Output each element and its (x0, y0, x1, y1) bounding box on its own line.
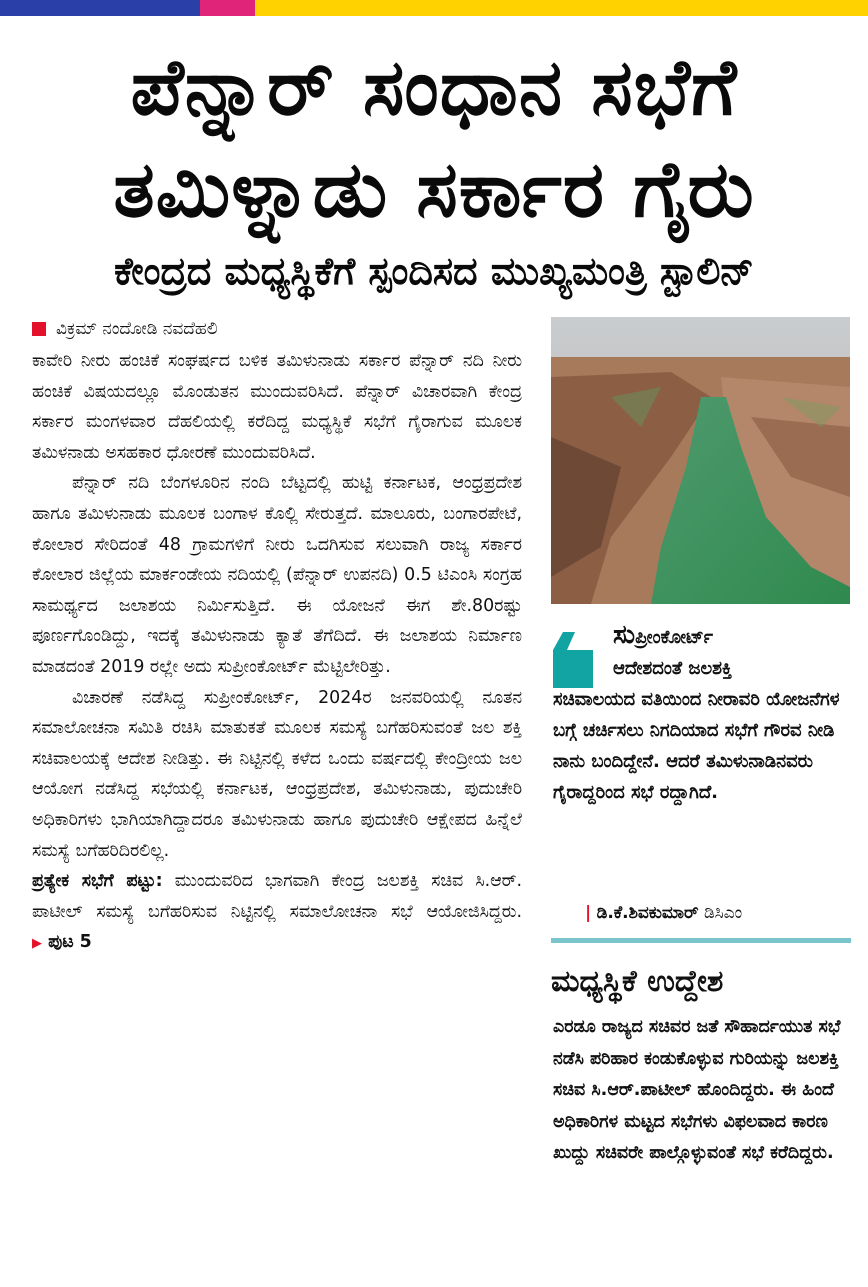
paragraph-3: ವಿಚಾರಣೆ ನಡೆಸಿದ್ದ ಸುಪ್ರೀಂಕೋರ್ಟ್, 2024ರ ಜನವರಿಯಲ್ಲಿ ನೂತನ ಸಮಾಲೋಚನಾ ಸಮಿತಿ ರಚಿಸಿ ಮಾತುಕತೆ ಮೂಲಕ ಸಮಸ್ಯೆ ಬಗೆಹರಿಸುವಂತೆ ಜಲ ಶಕ್ತಿ ಸಚಿವಾಲಯಕ್ಕೆ ಆದೇಶ ನೀಡಿತ್ತು. ಈ ನಿಟ್ಟಿನಲ್ಲಿ ಕಳೆದ ಒಂದು ವರ್ಷದಲ್ಲಿ ಕೇಂದ್ರೀಯ ಜಲ ಆಯೋಗ ನಡೆಸಿದ್ದ ಸಭೆಯಲ್ಲಿ ಕರ್ನಾಟಕ, ಆಂಧ್ರಪ್ರದೇಶ, ತಮಿಳುನಾಡು, ಪುದುಚೇರಿ ಅಧಿಕಾರಿಗಳು ಭಾಗಿಯಾಗಿದ್ದಾದರೂ ತಮಿಳುನಾಡು ಹಾಗೂ ಪುದುಚೇರಿ ಆಕ್ಷೇಪದ ಹಿನ್ನೆಲೆ ಸಮಸ್ಯೆ ಬಗೆಹರಿದಿರಲಿಲ್ಲ. (32, 687, 522, 861)
sidebar-text: ಎರಡೂ ರಾಜ್ಯದ ಸಚಿವರ ಜತೆ ಸೌಹಾರ್ದಯುತ ಸಭೆ ನಡೆಸಿ ಪರಿಹಾರ ಕಂಡುಕೊಳ್ಳುವ ಗುರಿಯನ್ನು ಜಲಶಕ್ತಿ ಸಚಿವ ಸಿ.ಆರ್.ಪಾಟೀಲ್ ಹೊಂದಿದ್ದರು. ಈ ಹಿಂದೆ ಅಧಿಕಾರಿಗಳ ಮಟ್ಟದ ಸಭೆಗಳು ವಿಫಲವಾದ ಕಾರಣ ಖುದ್ದು ಸಚಿವರೇ ಪಾಲ್ಗೊಳ್ಳುವಂತೆ ಸಭೆ ಕರೆದಿದ್ದರು. (553, 1017, 841, 1163)
pull-quote-first-line (553, 620, 853, 653)
attribution-bar-icon: | (585, 903, 592, 923)
subheading: ಕೇಂದ್ರದ ಮಧ್ಯಸ್ಥಿಕೆಗೆ ಸ್ಪಂದಿಸದ ಮುಖ್ಯಮಂತ್ರಿ ಸ್ಟಾಲಿನ್ (114, 249, 754, 293)
play-icon: ▶ (32, 936, 42, 952)
color-strip-blue (0, 0, 200, 16)
byline-marker-icon (32, 322, 46, 336)
pull-quote-rest: ಸಚಿವಾಲಯದ ವತಿಯಿಂದ ನೀರಾವರಿ ಯೋಜನೆಗಳ ಬಗ್ಗೆ ಚರ್ಚಿಸಲು ನಿಗದಿಯಾದ ಸಭೆಗೆ ಗೌರವ ನೀಡಿ ನಾನು ಬಂದಿದ್ದೇನೆ. ಆದರೆ ತಮಿಳುನಾಡಿನವರು ಗೈರಾದ್ದರಿಂದ ಸಭೆ ರದ್ದಾಗಿದೆ. (553, 689, 840, 803)
byline (32, 316, 218, 342)
article-body (32, 346, 522, 960)
quote-attribution (585, 900, 742, 926)
continued-page: ಪುಟ 5 (48, 932, 92, 953)
color-strip-pink (200, 0, 255, 16)
color-strip (0, 0, 868, 16)
paragraph-4 (32, 866, 522, 960)
paragraph-4-lead: ಪ್ರತ್ಯೇಕ ಸಭೆಗೆ ಪಟ್ಟು: (32, 871, 163, 892)
river-gorge-photo (551, 317, 850, 604)
paragraph-2: ಪೆನ್ನಾರ್ ನದಿ ಬೆಂಗಳೂರಿನ ನಂದಿ ಬೆಟ್ಟದಲ್ಲಿ ಹುಟ್ಟಿ ಕರ್ನಾಟಕ, ಆಂಧ್ರಪ್ರದೇಶ ಹಾಗೂ ತಮಿಳುನಾಡು ಮೂಲಕ ಬಂಗಾಳ ಕೊಲ್ಲಿ ಸೇರುತ್ತದೆ. ಮಾಲೂರು, ಬಂಗಾರಪೇಟೆ, ಕೋಲಾರ ಸೇರಿದಂತೆ 48 ಗ್ರಾಮಗಳಿಗೆ ನೀರು ಒದಗಿಸುವ ಸಲುವಾಗಿ ರಾಜ್ಯ ಸರ್ಕಾರ ಕೋಲಾರ ಜಿಲ್ಲೆಯ ಮಾರ್ಕಂಡೇಯ ನದಿಯಲ್ಲಿ (ಪೆನ್ನಾರ್ ಉಪನದಿ) 0.5 ಟಿಎಂಸಿ ಸಂಗ್ರಹ ಸಾಮರ್ಥ್ಯದ ಜಲಾಶಯ ನಿರ್ಮಿಸುತ್ತಿದೆ. ಈ ಯೋಜನೆ ಈಗ ಶೇ.80ರಷ್ಟು ಪೂರ್ಣಗೊಂಡಿದ್ದು, ಇದಕ್ಕೆ ತಮಿಳುನಾಡು ಕ್ಯಾತೆ ತೆಗೆದಿದೆ. ಈ ಜಲಾಶಯ ನಿರ್ಮಾಣ ಮಾಡದಂತೆ 2019 ರಲ್ಲೇ ಅದು ಸುಪ್ರೀಂಕೋರ್ಟ್ ಮೆಟ್ಟಿಲೇರಿತ್ತು. (32, 473, 522, 677)
attribution-title: ಡಿಸಿಎಂ (703, 903, 743, 923)
pull-quote-dropcap: ಸು (613, 620, 636, 650)
color-strip-yellow (255, 0, 868, 16)
headline-line-1: ಪೆನ್ನಾರ್ ಸಂಧಾನ ಸಭೆಗೆ (130, 43, 738, 133)
pull-quote-second-line: ಆದೇಶದಂತೆ ಜಲಶಕ್ತಿ (613, 658, 732, 679)
byline-text: ವಿಕ್ರಮ್ ನಂದೋಡಿ ನವದೆಹಲಿ (56, 319, 218, 339)
paragraph-1: ಕಾವೇರಿ ನೀರು ಹಂಚಿಕೆ ಸಂಘರ್ಷದ ಬಳಿಕ ತಮಿಳುನಾಡು ಸರ್ಕಾರ ಪೆನ್ನಾರ್ ನದಿ ನೀರು ಹಂಚಿಕೆ ವಿಷಯದಲ್ಲೂ ಮೊಂಡುತನ ಮುಂದುವರಿಸಿದೆ. ಪೆನ್ನಾರ್ ವಿಚಾರವಾಗಿ ಕೇಂದ್ರ ಸರ್ಕಾರ ಮಂಗಳವಾರ ದೆಹಲಿಯಲ್ಲಿ ಕರೆದಿದ್ದ ಮಧ್ಯಸ್ಥಿಕೆ ಸಭೆಗೆ ಗೈರಾಗುವ ಮೂಲಕ ತಮಿಳನಾಡು ಅಸಹಕಾರ ಧೋರಣೆ ಮುಂದುವರಿಸಿದೆ. (32, 351, 522, 463)
sidebar-title: ಮಧ್ಯಸ್ಥಿಕೆ ಉದ್ದೇಶ (551, 964, 724, 999)
paragraph-4-text: ಮುಂದುವರಿದ ಭಾಗವಾಗಿ ಕೇಂದ್ರ ಜಲಶಕ್ತಿ ಸಚಿವ ಸಿ.ಆರ್. ಪಾಟೀಲ್ ಸಮಸ್ಯೆ ಬಗೆಹರಿಸುವ ನಿಟ್ಟಿನಲ್ಲಿ ಸಮಾಲೋಚನಾ ಸಭೆ ಆಯೋಜಿಸಿದ್ದರು. (32, 871, 522, 922)
continued-marker[interactable] (32, 932, 92, 952)
attribution-name: ಡಿ.ಕೆ.ಶಿವಕುಮಾರ್ (596, 903, 699, 923)
pull-quote (553, 620, 853, 808)
pull-quote-first-rest: ಪ್ರೀಂಕೋರ್ಟ್ (635, 627, 713, 648)
section-divider (551, 938, 851, 943)
headline-line-2: ತಮಿಳ್ನಾಡು ಸರ್ಕಾರ ಗೈರು (113, 145, 755, 235)
